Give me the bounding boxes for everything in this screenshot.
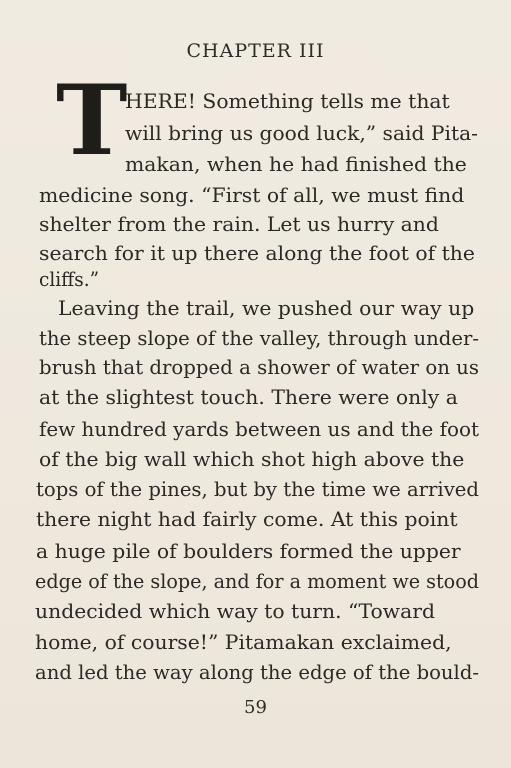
text-line: edge of the slope, and for a moment we stood	[35, 570, 479, 593]
text-line: makan, when he had finished the	[125, 153, 467, 176]
text-line: tops of the pines, but by the time we arrived	[36, 478, 479, 501]
text-line: the steep slope of the valley, through under-	[39, 327, 479, 350]
text-line: search for it up there along the foot of the	[39, 242, 475, 265]
text-line: a huge pile of boulders formed the upper	[36, 540, 461, 563]
text-line: few hundred yards between us and the foot	[39, 418, 480, 441]
text-line: cliffs.”	[39, 268, 99, 291]
text-line: Leaving the trail, we pushed our way up	[58, 297, 475, 320]
page-number: 59	[244, 697, 267, 718]
text-line: undecided which way to turn. “Toward	[35, 600, 435, 623]
text-line: shelter from the rain. Let us hurry and	[39, 213, 439, 236]
text-line: home, of course!” Pitamakan exclaimed,	[35, 631, 452, 654]
text-line: medicine song. “First of all, we must find	[39, 184, 465, 207]
text-line: HERE! Something tells me that	[125, 90, 450, 113]
chapter-heading: CHAPTER III	[186, 40, 325, 62]
text-line: of the big wall which shot high above the	[39, 448, 465, 471]
text-line: there night had fairly come. At this point	[36, 508, 458, 531]
text-line: brush that dropped a shower of water on us	[39, 356, 479, 379]
text-line: at the slightest touch. There were only a	[39, 386, 458, 409]
drop-cap-letter: T	[56, 64, 128, 177]
text-line: and led the way along the edge of the bould-	[35, 661, 479, 684]
text-line: will bring us good luck,” said Pita-	[125, 122, 478, 145]
